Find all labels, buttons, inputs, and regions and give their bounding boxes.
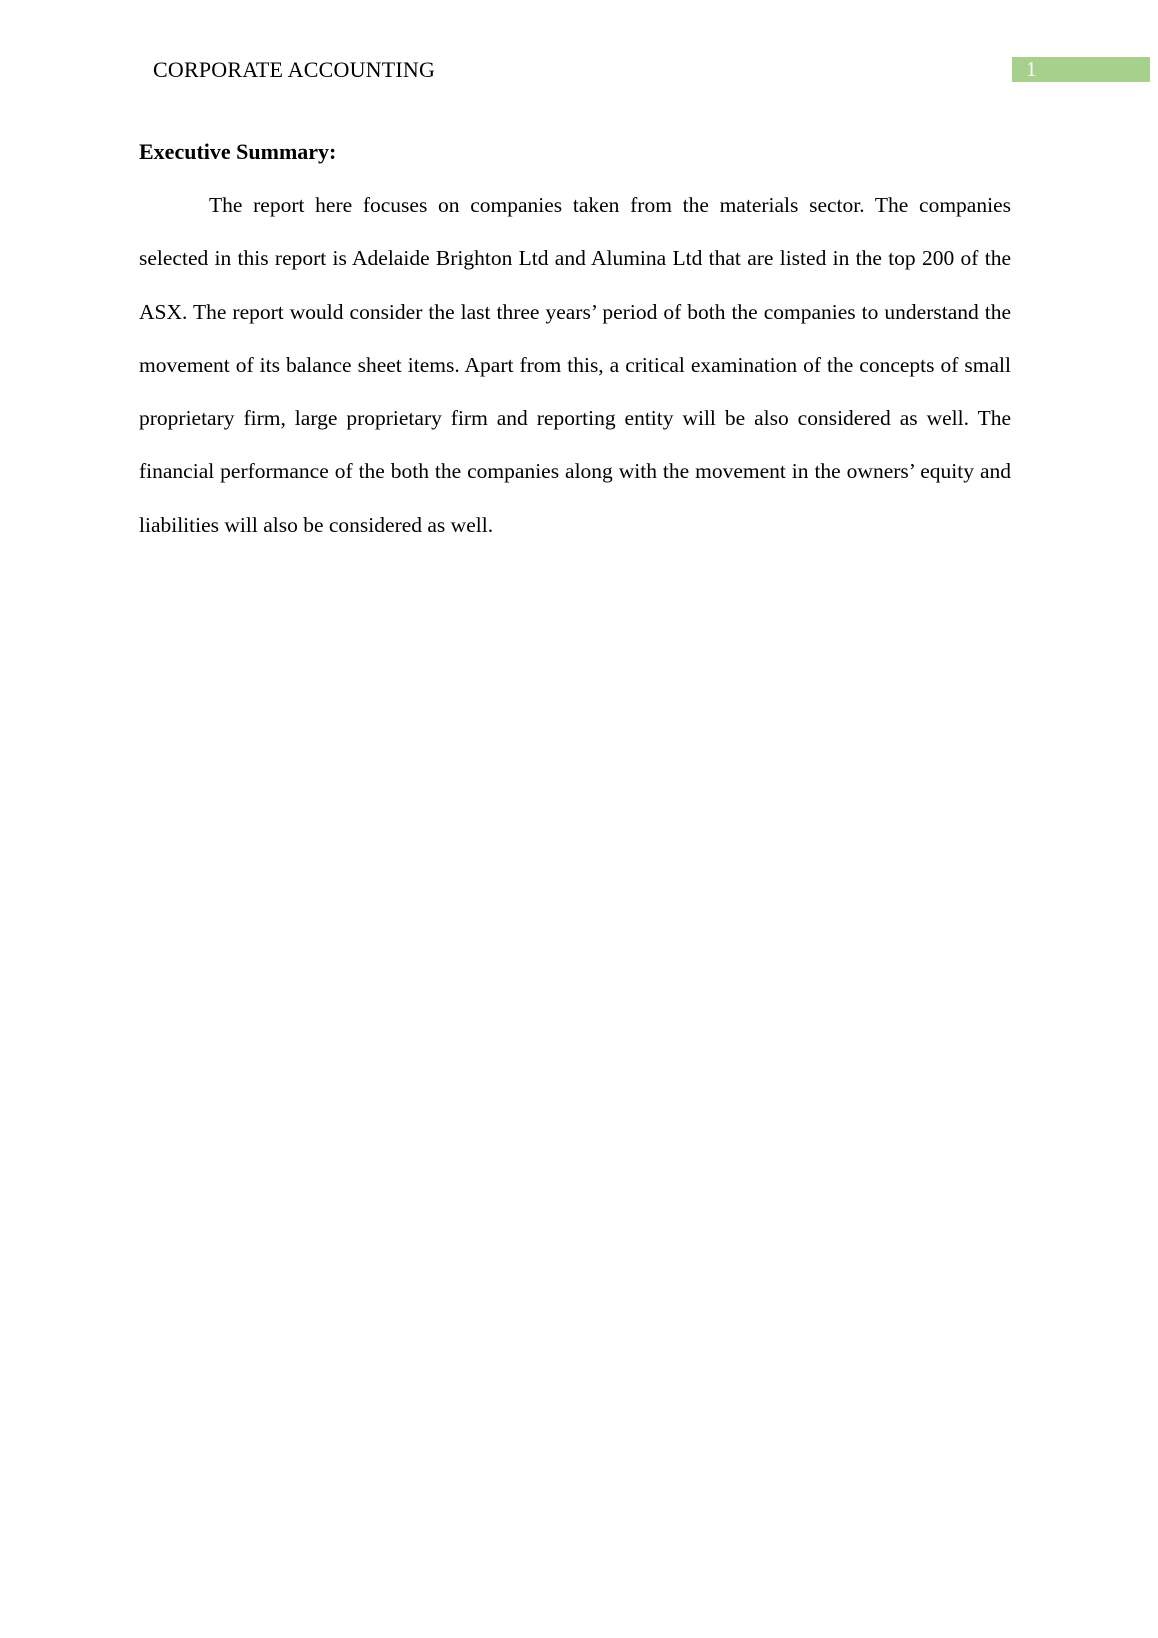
- page-number: 1: [1026, 57, 1037, 81]
- summary-paragraph: The report here focuses on companies taken from the materials sector. The companies selected in this report is Adelaide Brighton Ltd and Alumina Ltd that are listed in the top 200 of the ASX. The report would consider the last three years’ period of both the companies to understand the movement of its balance sheet items. Apart from this, a critical examination of the concepts of small proprietary firm, large proprietary firm and reporting entity will be also considered as well. The financial performance of the both the companies along with the movement in the owners’ equity and liabilities will also be considered as well.: [139, 193, 1011, 537]
- page-number-badge: [1012, 57, 1150, 82]
- section-heading: Executive Summary:: [139, 139, 337, 164]
- running-header-title: CORPORATE ACCOUNTING: [153, 57, 436, 82]
